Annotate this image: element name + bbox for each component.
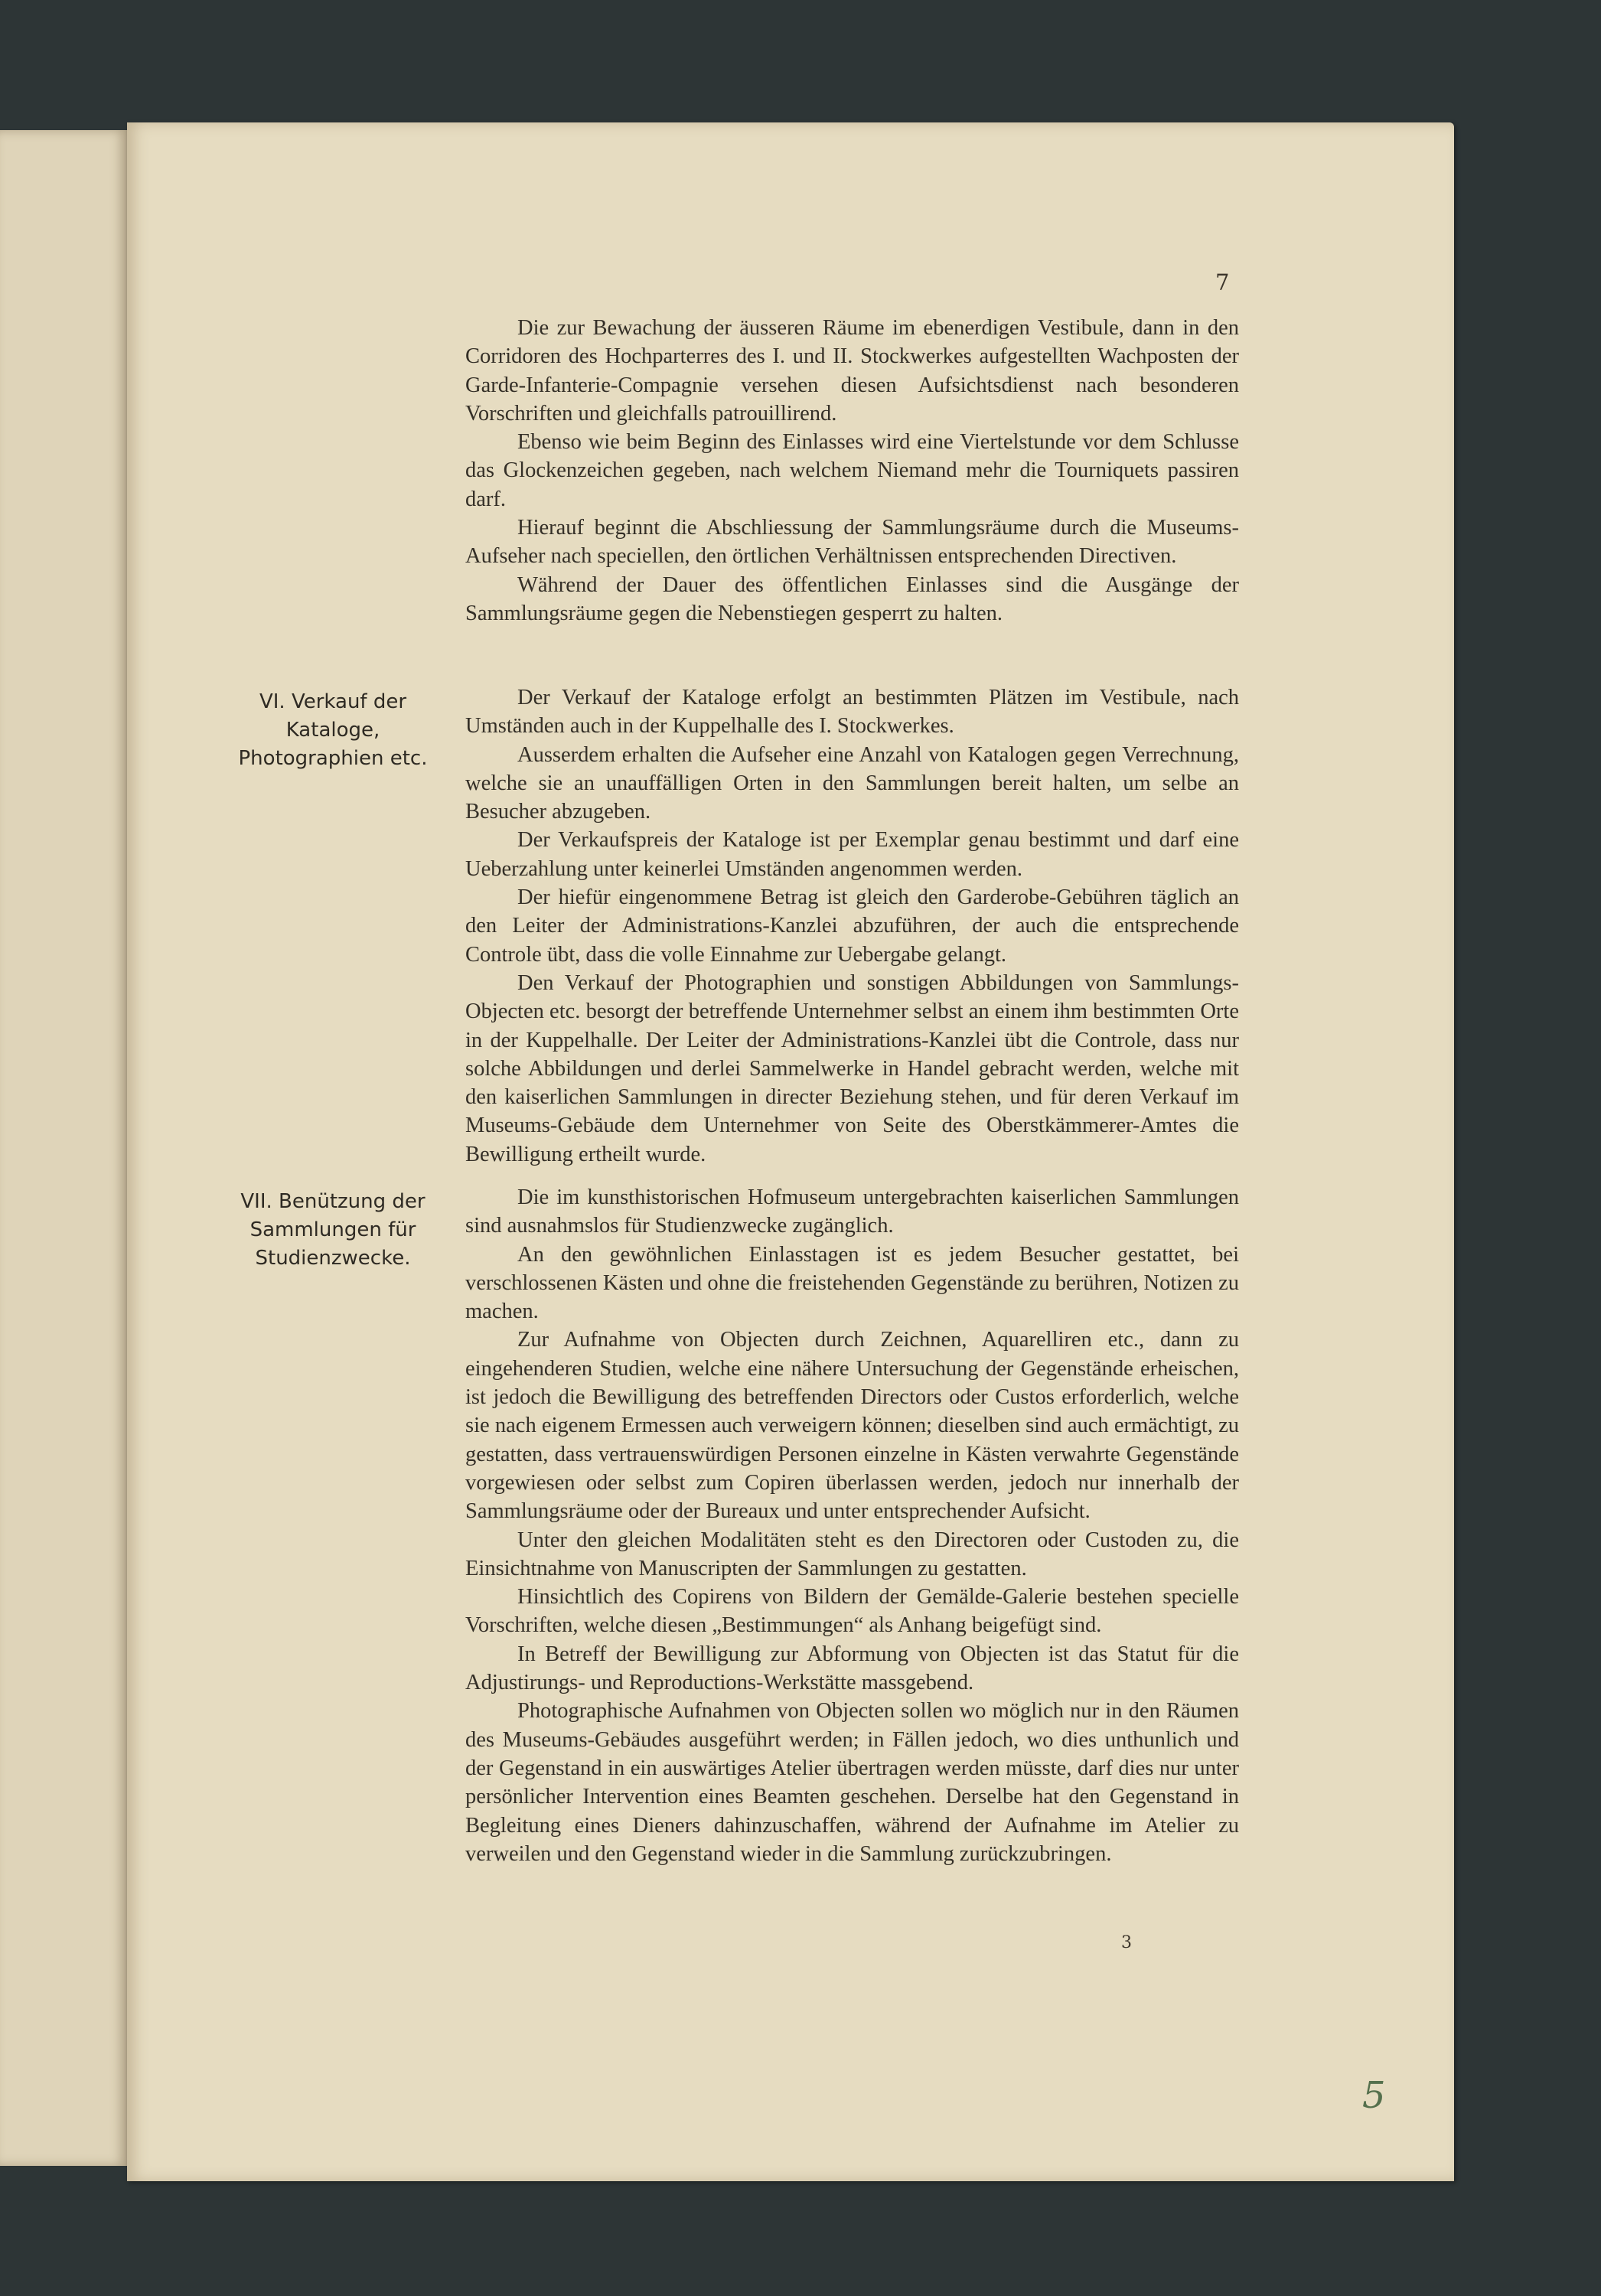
paragraph: Ausserdem erhalten die Aufseher eine Anzahl von Katalogen gegen Verrechnung, welche sie an unauffälligen Orten in den Sammlungen bereit halten, um selbe an Besucher abzugeben. — [465, 742, 1239, 824]
paragraph: Die zur Bewachung der äusseren Räume im ebenerdigen Vestibule, dann in den Corridoren des Hochparterres des I. und II. Stockwerkes aufgestellten Wachposten der Garde-Infanterie-Compagnie versehen diesen Aufsichtsdienst nach besonderen Vorschriften und gleichfalls patrouillirend. — [465, 316, 1239, 426]
paragraph: Hierauf beginnt die Abschliessung der Sammlungsräume durch die Museums-Aufseher nach speciellen, den örtlichen Verhältnissen entsprechenden Directiven. — [465, 516, 1239, 569]
paragraph: Während der Dauer des öffentlichen Einlasses sind die Ausgänge der Sammlungsräume gegen die Nebenstiegen gesperrt zu halten. — [465, 572, 1239, 625]
handwritten-folio-number: 5 — [1362, 2074, 1386, 2117]
paragraph: Der hiefür eingenommene Betrag ist gleich den Garderobe-Gebühren täglich an den Leiter der Administrations-Kanzlei abzuführen, der auch die entsprechende Controle übt, dass die volle Einnahme zur Uebergabe gelangt. — [465, 885, 1239, 967]
paragraph: Der Verkaufspreis der Kataloge ist per Exemplar genau bestimmt und darf eine Ueberzahlung unter keinerlei Umständen angenommen werden. — [465, 828, 1239, 881]
section-body — [465, 1183, 1239, 1868]
paragraph: An den gewöhnlichen Einlasstagen ist es jedem Besucher gestattet, bei verschlossenen Kästen und ohne die freistehenden Gegenstände zu berühren, Notizen zu machen. — [465, 1242, 1239, 1324]
paragraph: Den Verkauf der Photographien und sonstigen Abbildungen von Sammlungs-Objecten etc. besorgt der betreffende Unternehmer selbst an einem ihm bestimmten Orte in der Kuppelhalle. Der Leiter der Administrations-Kanzlei übt die Controle, dass nur solche Abbildungen und derlei Sammelwerke in Handel gebracht werden, welche mit den kaiserlichen Sammlungen in directer Beziehung stehen, und für deren Verkauf im Museums-Gebäude dem Unternehmer von Seite des Oberstkämmerer-Amtes die Bewilligung ertheilt wurde. — [465, 970, 1239, 1166]
paragraph: Der Verkauf der Kataloge erfolgt an bestimmten Plätzen im Vestibule, nach Umständen auch in der Kuppelhalle des I. Stockwerkes. — [465, 686, 1239, 739]
signature-mark: 3 — [1121, 1933, 1132, 1952]
page-number: 7 — [1215, 269, 1230, 295]
paragraph: Hinsichtlich des Copirens von Bildern der Gemälde-Galerie bestehen specielle Vorschriften, welche diesen „Bestimmungen“ als Anhang beigefügt sind. — [465, 1585, 1239, 1638]
section-body — [465, 314, 1239, 628]
paragraph: Die im kunsthistorischen Hofmuseum untergebrachten kaiserlichen Sammlungen sind ausnahmslos für Studienzwecke zugänglich. — [465, 1186, 1239, 1238]
paragraph: Photographische Aufnahmen von Objecten sollen wo möglich nur in den Räumen des Museums-Gebäudes ausgeführt werden; in Fällen jedoch, wo dies unthunlich und der Gegenstand in ein auswärtiges Atelier übertragen werden müsste, darf dies nur unter persönlicher Intervention eines Beamten geschehen. Derselbe hat den Gegenstand in Begleitung eines Dieners dahinzuschaffen, während der Aufnahme im Atelier zu verweilen und den Gegenstand wieder in die Sammlung zurückzubringen. — [465, 1699, 1239, 1866]
section-heading: VII. Benützung der Sammlungen für Studienzwecke. — [240, 1190, 426, 1270]
facing-page-edge — [0, 130, 127, 2166]
paragraph: Ebenso wie beim Beginn des Einlasses wird eine Viertelstunde vor dem Schlusse das Glockenzeichen gegeben, nach welchem Niemand mehr die Tourniquets passiren darf. — [465, 430, 1239, 511]
paragraph: Zur Aufnahme von Objecten durch Zeichnen, Aquarelliren etc., dann zu eingehenderen Studien, welche eine nähere Untersuchung der Gegenstände erheischen, ist jedoch die Bewilligung des betreffenden Directors oder Custos erforderlich, welche sie nach eigenem Ermessen auch verweigern können; dieselben sind auch ermächtigt, zu gestatten, dass vertrauenswürdigen Personen einzelne in Kästen verwahrte Gegenstände vorgewiesen oder selbst zum Copiren überlassen werden, jedoch nur innerhalb der Sammlungsräume oder der Bureaux und unter entsprechender Aufsicht. — [465, 1328, 1239, 1524]
paragraph: In Betreff der Bewilligung zur Abformung von Objecten ist das Statut für die Adjustirungs- und Reproductions-Werkstätte massgebend. — [465, 1642, 1239, 1695]
section-heading: VI. Verkauf der Kataloge, Photographien etc. — [238, 690, 428, 770]
section-body — [465, 683, 1239, 1169]
paragraph: Unter den gleichen Modalitäten steht es den Directoren oder Custoden zu, die Einsichtnahme von Manuscripten der Sammlungen zu gestatten. — [465, 1528, 1239, 1580]
